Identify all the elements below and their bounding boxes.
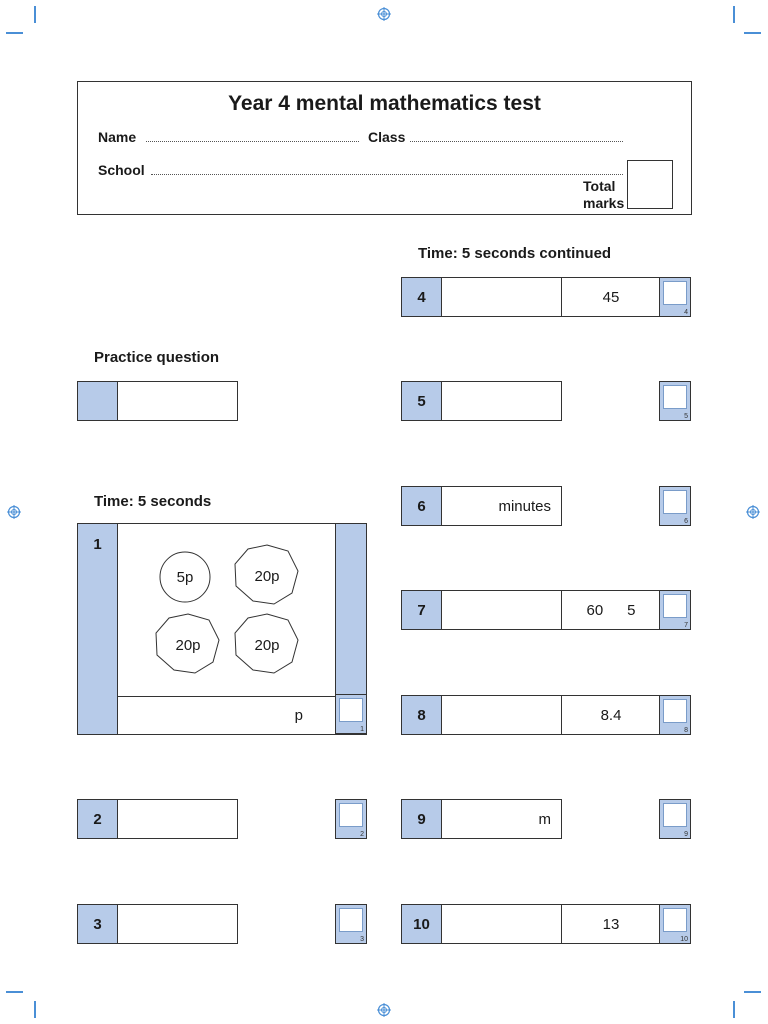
mark-number: 1 (360, 726, 364, 733)
answer-box[interactable] (441, 799, 562, 839)
mark-box[interactable] (335, 799, 367, 839)
mark-box[interactable] (659, 695, 691, 735)
crop-mark (6, 991, 23, 993)
question-number: 6 (401, 486, 442, 526)
answer-box[interactable] (117, 904, 238, 944)
unit-label: p (294, 707, 303, 724)
header-box (77, 81, 692, 215)
given-values (562, 590, 660, 630)
coin-label: 20p (254, 637, 280, 654)
question-number: 3 (77, 904, 118, 944)
crop-mark (744, 991, 761, 993)
answer-box[interactable] (441, 486, 562, 526)
answer-box[interactable] (441, 695, 562, 735)
given-value: 45 (562, 277, 660, 317)
crop-mark (733, 6, 735, 23)
question-number: 2 (77, 799, 118, 839)
unit-label: m (538, 810, 551, 828)
question-number: 10 (401, 904, 442, 944)
mark-box[interactable] (659, 590, 691, 630)
mark-number: 4 (684, 309, 688, 316)
question-number: 5 (401, 381, 442, 421)
mark-number: 6 (684, 518, 688, 525)
given-value: 13 (562, 904, 660, 944)
mark-box[interactable] (659, 486, 691, 526)
time-continued-label: Time: 5 seconds continued (418, 245, 612, 262)
practice-answer-box[interactable] (117, 381, 238, 421)
registration-mark-icon (746, 505, 760, 519)
mark-number: 8 (684, 727, 688, 734)
practice-number-cell (77, 381, 118, 421)
page-title: Year 4 mental mathematics test (228, 92, 541, 115)
mark-box[interactable] (335, 904, 367, 944)
question-number: 7 (401, 590, 442, 630)
total-marks-box[interactable] (627, 160, 673, 209)
mark-number: 10 (680, 936, 688, 943)
crop-mark (733, 1001, 735, 1018)
registration-mark-icon (377, 7, 391, 21)
given-value: 60 (586, 601, 604, 619)
mark-box[interactable] (659, 381, 691, 421)
name-label: Name (98, 129, 137, 145)
question-1-frame (77, 523, 367, 735)
coin-label: 20p (254, 568, 280, 585)
mark-box[interactable] (335, 694, 367, 734)
unit-label: minutes (498, 497, 551, 515)
coin-label: 20p (175, 637, 201, 654)
name-field[interactable] (146, 141, 359, 142)
mark-number: 9 (684, 831, 688, 838)
school-label: School (98, 162, 145, 178)
coins-illustration (118, 524, 336, 696)
mark-number: 5 (684, 413, 688, 420)
registration-mark-icon (377, 1003, 391, 1017)
mark-box[interactable] (659, 277, 691, 317)
answer-box[interactable] (441, 381, 562, 421)
class-field[interactable] (410, 141, 623, 142)
crop-mark (744, 32, 761, 34)
crop-mark (34, 1001, 36, 1018)
time-5-seconds-label: Time: 5 seconds (94, 493, 212, 510)
registration-mark-icon (7, 505, 21, 519)
school-field[interactable] (151, 174, 623, 175)
answer-box[interactable] (117, 799, 238, 839)
crop-mark (6, 32, 23, 34)
marks-label: marks (583, 195, 625, 211)
mark-box[interactable] (659, 799, 691, 839)
answer-box[interactable] (441, 904, 562, 944)
answer-box[interactable] (441, 277, 562, 317)
mark-number: 2 (360, 831, 364, 838)
total-label: Total (583, 178, 616, 194)
practice-question-label: Practice question (94, 349, 220, 366)
mark-number: 3 (360, 936, 364, 943)
question-number: 8 (401, 695, 442, 735)
mark-number: 7 (684, 622, 688, 629)
crop-mark (34, 6, 36, 23)
class-label: Class (368, 129, 406, 145)
question-1-answer-box[interactable] (118, 696, 336, 734)
given-value: 5 (627, 601, 636, 619)
given-value: 8.4 (562, 695, 660, 735)
question-number: 4 (401, 277, 442, 317)
mark-box[interactable] (659, 904, 691, 944)
answer-box[interactable] (441, 590, 562, 630)
coin-label: 5p (176, 569, 194, 586)
question-number: 9 (401, 799, 442, 839)
question-number: 1 (78, 524, 118, 734)
